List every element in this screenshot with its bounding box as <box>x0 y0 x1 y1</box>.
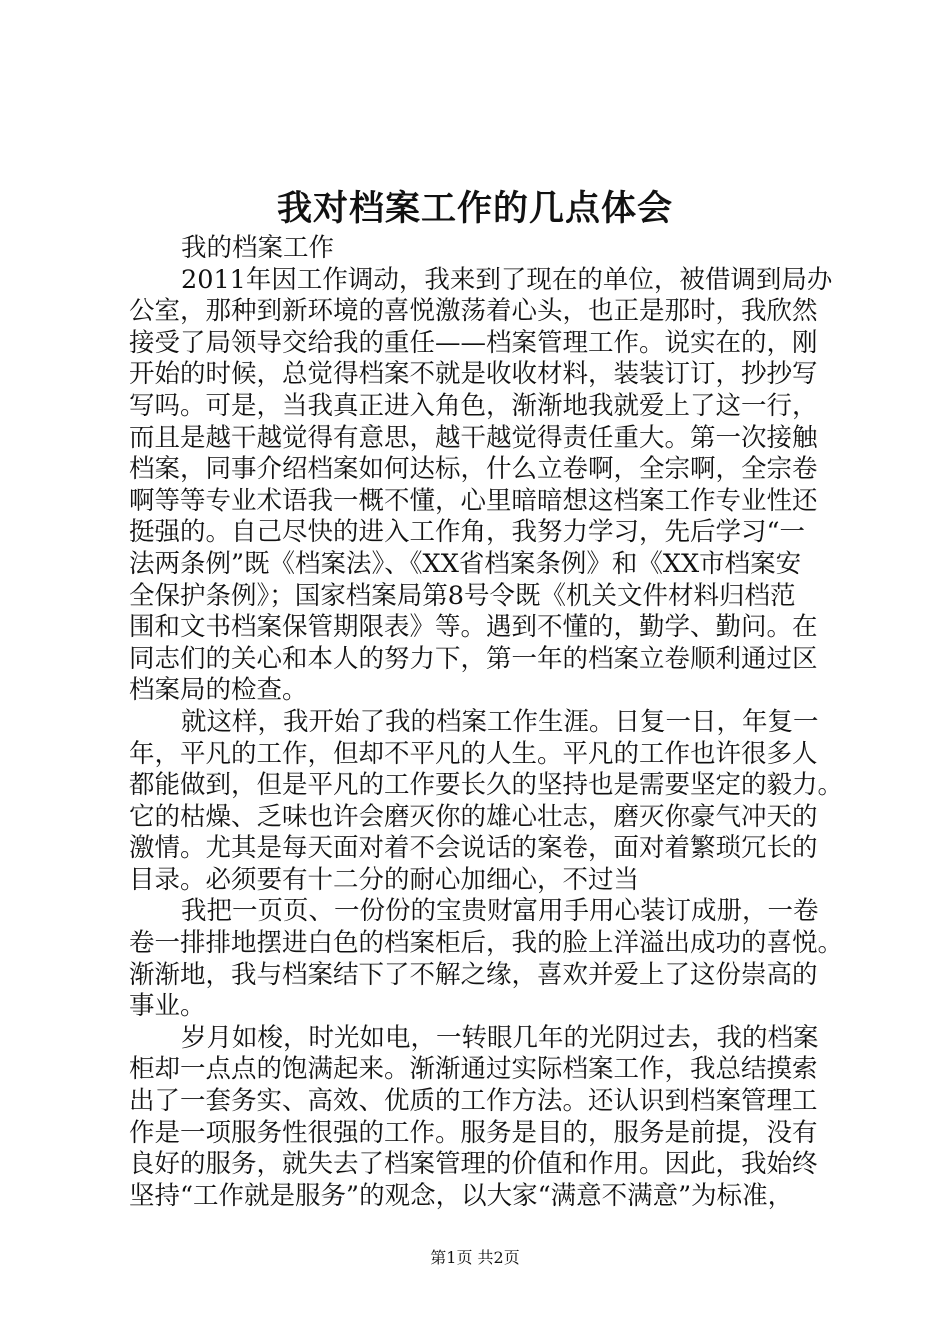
text-line: 开始的时候，总觉得档案不就是收收材料，装装订订，抄抄写 <box>129 359 818 390</box>
text-line: 档案局的检查。 <box>129 675 308 706</box>
text-line: 年，平凡的工作，但却不平凡的人生。平凡的工作也许很多人 <box>129 738 818 769</box>
text-line: 全保护条例》；国家档案局第8号令既《机关文件材料归档范 <box>129 580 796 611</box>
text-line: 啊等等专业术语我一概不懂，心里暗暗想这档案工作专业性还 <box>129 485 818 516</box>
text-line: 它的枯燥、乏味也许会磨灭你的雄心壮志，磨灭你豪气冲天的 <box>129 801 818 832</box>
text-line: 就这样，我开始了我的档案工作生涯。日复一日，年复一 <box>181 706 819 737</box>
text-line: 良好的服务，就失去了档案管理的价值和作用。因此，我始终 <box>129 1149 818 1180</box>
text-line: 岁月如梭，时光如电，一转眼几年的光阴过去，我的档案 <box>181 1022 819 1053</box>
text-line: 法两条例”既《档案法》、《XX省档案条例》和《XX市档案安 <box>129 548 802 579</box>
text-line: 坚持“工作就是服务”的观念，以大家“满意不满意”为标准， <box>129 1180 794 1211</box>
text-line: 而且是越干越觉得有意思，越干越觉得责任重大。第一次接触 <box>129 422 818 453</box>
text-line: 都能做到，但是平凡的工作要长久的坚持也是需要坚定的毅力。 <box>129 770 844 801</box>
text-line: 我把一页页、一份份的宝贵财富用手用心装订成册，一卷 <box>181 896 819 927</box>
text-line: 接受了局领导交给我的重任——档案管理工作。说实在的，刚 <box>129 327 818 358</box>
document-body <box>129 233 844 1212</box>
text-line: 卷一排排地摆进白色的档案柜后，我的脸上洋溢出成功的喜悦。 <box>129 928 844 959</box>
text-line: 事业。 <box>129 991 206 1022</box>
text-line: 渐渐地，我与档案结下了不解之缘，喜欢并爱上了这份崇高的 <box>129 959 818 990</box>
text-line: 出了一套务实、高效、优质的工作方法。还认识到档案管理工 <box>129 1086 818 1117</box>
text-line: 公室，那种到新环境的喜悦激荡着心头，也正是那时，我欣然 <box>129 296 818 327</box>
text-line: 柜却一点点的饱满起来。渐渐通过实际档案工作，我总结摸索 <box>129 1054 818 1085</box>
document-title: 我对档案工作的几点体会 <box>276 189 673 229</box>
text-line: 作是一项服务性很强的工作。服务是目的，服务是前提，没有 <box>129 1117 818 1148</box>
paragraph-heading: 我的档案工作 <box>181 233 335 263</box>
text-line: 2011年因工作调动，我来到了现在的单位，被借调到局办 <box>181 264 833 295</box>
page-footer: 第1页 共2页 <box>430 1248 520 1267</box>
text-line: 挺强的。自己尽快的进入工作角，我努力学习，先后学习“一 <box>129 517 806 548</box>
text-line: 同志们的关心和本人的努力下，第一年的档案立卷顺利通过区 <box>129 643 818 674</box>
text-line: 写吗。可是，当我真正进入角色，渐渐地我就爱上了这一行， <box>129 390 818 421</box>
text-line: 档案，同事介绍档案如何达标，什么立卷啊，全宗啊，全宗卷 <box>129 454 818 485</box>
text-line: 激情。尤其是每天面对着不会说话的案卷，面对着繁琐冗长的 <box>129 833 818 864</box>
text-line: 围和文书档案保管期限表》等。遇到不懂的，勤学、勤问。在 <box>129 612 818 643</box>
text-line: 目录。必须要有十二分的耐心加细心，不过当 <box>129 864 640 895</box>
